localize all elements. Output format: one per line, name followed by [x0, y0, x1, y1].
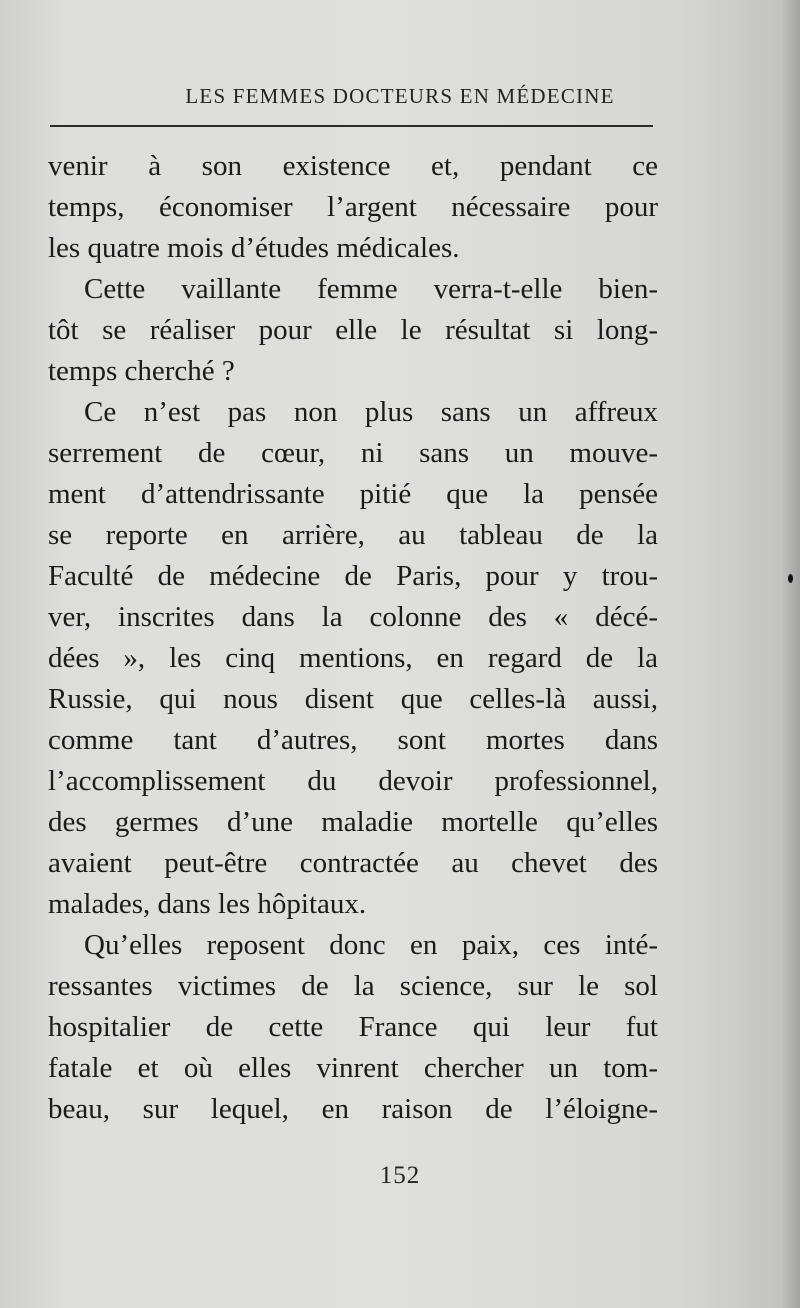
text-line: avaient peut-être contractée au chevet des: [48, 847, 658, 879]
page-edge-shadow: [782, 0, 800, 1308]
text-line: venir à son existence et, pendant ce: [48, 150, 658, 182]
header-rule: [50, 125, 653, 127]
text-line: malades, dans les hôpitaux.: [48, 888, 367, 920]
page-number: 152: [379, 1162, 421, 1189]
text-line: Russie, qui nous disent que celles-là aussi,: [48, 683, 658, 715]
text-line: tôt se réaliser pour elle le résultat si long-: [48, 314, 658, 346]
text-line: Cette vaillante femme verra-t-elle bien-: [84, 273, 658, 305]
text-line: comme tant d’autres, sont mortes dans: [48, 724, 658, 756]
text-line: des germes d’une maladie mortelle qu’elles: [48, 806, 658, 838]
text-line: se reporte en arrière, au tableau de la: [48, 519, 658, 551]
text-line: ressantes victimes de la science, sur le sol: [48, 970, 658, 1002]
text-line: temps, économiser l’argent nécessaire pour: [48, 191, 658, 223]
text-line: temps cherché ?: [48, 355, 235, 387]
text-line: l’accomplissement du devoir professionnel,: [48, 765, 658, 797]
text-line: fatale et où elles vinrent chercher un tom-: [48, 1052, 658, 1084]
running-head: LES FEMMES DOCTEURS EN MÉDECINE: [185, 84, 615, 108]
text-line: Faculté de médecine de Paris, pour y trou-: [48, 560, 658, 592]
text-line: les quatre mois d’études médicales.: [48, 232, 460, 264]
text-line: ment d’attendrissante pitié que la pensée: [48, 478, 658, 510]
text-line: ver, inscrites dans la colonne des « décé-: [48, 601, 658, 633]
text-line: hospitalier de cette France qui leur fut: [48, 1011, 658, 1043]
text-line: dées », les cinq mentions, en regard de la: [48, 642, 658, 674]
text-line: Qu’elles reposent donc en paix, ces inté-: [84, 929, 658, 961]
text-line: serrement de cœur, ni sans un mouve-: [48, 437, 658, 469]
ink-speck: [788, 574, 793, 583]
text-line: Ce n’est pas non plus sans un affreux: [84, 396, 658, 428]
text-line: beau, sur lequel, en raison de l’éloigne-: [48, 1093, 658, 1125]
body-text: [48, 146, 658, 1130]
